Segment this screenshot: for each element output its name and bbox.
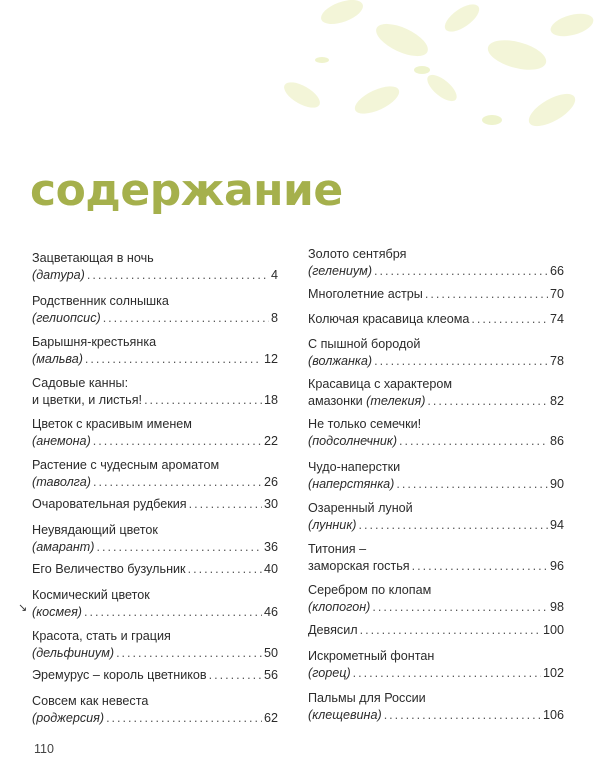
toc-entry-subtitle: (амарант) xyxy=(32,540,95,554)
toc-entry-page: 8 xyxy=(270,311,278,325)
leader-dots xyxy=(360,622,541,639)
leader-dots xyxy=(189,496,262,513)
toc-entry-title-line2: амазонки xyxy=(308,394,363,408)
leader-dots xyxy=(427,393,548,410)
toc-entry xyxy=(32,416,278,450)
toc-entry-title: Искрометный фонтан xyxy=(308,649,435,663)
toc-entry xyxy=(308,648,564,682)
toc-entry xyxy=(32,693,278,727)
toc-entry-subtitle: (мальва) xyxy=(32,352,83,366)
leader-dots xyxy=(384,707,541,724)
toc-entry-title: Растение с чудесным ароматом xyxy=(32,458,220,472)
toc-entry-page: 12 xyxy=(263,352,278,366)
leader-dots xyxy=(93,433,262,450)
toc-entry-subtitle: (лунник) xyxy=(308,518,357,532)
toc-entry-title: Совсем как невеста xyxy=(32,694,149,708)
toc-entry-title: Не только семечки! xyxy=(308,417,422,431)
leader-dots xyxy=(374,353,548,370)
toc-entry xyxy=(32,496,278,513)
toc-entry xyxy=(308,376,564,410)
toc-entry xyxy=(308,286,564,303)
leader-dots xyxy=(353,665,541,682)
toc-entry xyxy=(32,561,278,578)
leader-dots xyxy=(396,476,548,493)
toc-entry-page: 46 xyxy=(263,605,278,619)
toc-entry xyxy=(308,500,564,534)
leader-dots xyxy=(471,311,548,328)
toc-entry-page: 26 xyxy=(263,475,278,489)
leader-dots xyxy=(358,517,548,534)
toc-entry-page: 78 xyxy=(549,354,564,368)
toc-entry xyxy=(32,375,278,409)
toc-entry-title: Девясил xyxy=(308,623,358,637)
toc-entry-subtitle: (космея) xyxy=(32,605,82,619)
toc-entry xyxy=(308,541,564,575)
toc-entry-page: 100 xyxy=(542,623,564,637)
toc-entry xyxy=(32,667,278,684)
page-title: содержание xyxy=(30,165,343,216)
toc-entry-title: Садовые канны: xyxy=(32,376,129,390)
leader-dots xyxy=(93,474,262,491)
toc-entry-title: Цветок с красивым именем xyxy=(32,417,192,431)
toc-entry-page: 86 xyxy=(549,434,564,448)
toc-entry-page: 66 xyxy=(549,264,564,278)
toc-entry-subtitle: (волжанка) xyxy=(308,354,373,368)
toc-entry-title-line2: и цветки, и листья! xyxy=(32,393,143,407)
toc-entry-page: 70 xyxy=(549,287,564,301)
toc-entry xyxy=(308,311,564,328)
toc-entry-page: 18 xyxy=(263,393,278,407)
toc-entry xyxy=(308,416,564,450)
toc-entry-title: Серебром по клопам xyxy=(308,583,432,597)
toc-entry-subtitle: (наперстянка) xyxy=(308,477,395,491)
toc-entry-title: Чудо-наперстки xyxy=(308,460,401,474)
toc-entry xyxy=(308,336,564,370)
toc-entry-page: 30 xyxy=(263,497,278,511)
leader-dots xyxy=(209,667,262,684)
toc-entry-title: Колючая красавица клеома xyxy=(308,312,470,326)
toc-entry-page: 74 xyxy=(549,312,564,326)
leaf-decoration xyxy=(282,0,602,150)
toc-entry-title: Космический цветок xyxy=(32,588,150,602)
toc-entry-title: Эремурус – король цветников xyxy=(32,668,207,682)
toc-entry-page: 102 xyxy=(542,666,564,680)
toc-entry xyxy=(32,457,278,491)
leader-dots xyxy=(87,267,269,284)
toc-entry-title: Золото сентября xyxy=(308,247,407,261)
toc-entry-title: Красавица с характером xyxy=(308,377,452,391)
toc-entry-subtitle: (гелиопсис) xyxy=(32,311,101,325)
toc-entry-page: 4 xyxy=(270,268,278,282)
toc-entry xyxy=(308,582,564,616)
leader-dots xyxy=(85,351,262,368)
leader-dots xyxy=(425,286,548,303)
toc-entry-subtitle: (роджерсия) xyxy=(32,711,105,725)
toc-entry xyxy=(32,522,278,556)
toc-entry-page: 82 xyxy=(549,394,564,408)
toc-entry xyxy=(32,293,278,327)
toc-entry-title: Озаренный луной xyxy=(308,501,413,515)
leader-dots xyxy=(116,645,262,662)
leader-dots xyxy=(144,392,262,409)
toc-entry-subtitle: (подсолнечник) xyxy=(308,434,398,448)
leader-dots xyxy=(103,310,269,327)
toc-entry-page: 62 xyxy=(263,711,278,725)
toc-entry-title: Титония – xyxy=(308,542,367,556)
toc-entry-subtitle: (телекия) xyxy=(366,394,426,408)
toc-entry xyxy=(308,690,564,724)
toc-entry-title: Очаровательная рудбекия xyxy=(32,497,187,511)
toc-entry-page: 22 xyxy=(263,434,278,448)
toc-entry-subtitle: (гелениум) xyxy=(308,264,373,278)
toc-entry-subtitle: (датура) xyxy=(32,268,85,282)
toc-entry-title: Пальмы для России xyxy=(308,691,426,705)
leader-dots xyxy=(106,710,262,727)
leader-dots xyxy=(374,263,548,280)
toc-entry-page: 98 xyxy=(549,600,564,614)
toc-entry-title: Родственник солнышка xyxy=(32,294,169,308)
toc-entry-subtitle: (таволга) xyxy=(32,475,91,489)
toc-entry-title: Многолетние астры xyxy=(308,287,423,301)
margin-mark: ↘ xyxy=(18,602,28,614)
toc-entry-subtitle: (горец) xyxy=(308,666,351,680)
toc-entry-page: 56 xyxy=(263,668,278,682)
toc-entry-page: 94 xyxy=(549,518,564,532)
toc-entry-subtitle: (дельфиниум) xyxy=(32,646,115,660)
toc-entry-page: 50 xyxy=(263,646,278,660)
toc-entry xyxy=(308,459,564,493)
toc-entry-title: Красота, стать и грация xyxy=(32,629,171,643)
leader-dots xyxy=(84,604,262,621)
toc-entry xyxy=(32,334,278,368)
toc-entry-page: 36 xyxy=(263,540,278,554)
toc-entry xyxy=(32,628,278,662)
toc-entry-title: Зацветающая в ночь xyxy=(32,251,154,265)
toc-entry-title: Его Величество бузульник xyxy=(32,562,186,576)
toc-entry-title: Неувядающий цветок xyxy=(32,523,158,537)
toc-entry xyxy=(32,587,278,621)
leader-dots xyxy=(399,433,548,450)
page-number: 110 xyxy=(34,742,54,756)
toc-entry-page: 40 xyxy=(263,562,278,576)
toc-entry-title: С пышной бородой xyxy=(308,337,421,351)
toc-entry xyxy=(32,250,278,284)
toc-entry-page: 90 xyxy=(549,477,564,491)
toc-entry xyxy=(308,246,564,280)
toc-entry-subtitle: (анемона) xyxy=(32,434,91,448)
toc-entry-subtitle: (клопогон) xyxy=(308,600,371,614)
toc-entry-page: 106 xyxy=(542,708,564,722)
toc-entry-page: 96 xyxy=(549,559,564,573)
toc-entry-subtitle: (клещевина) xyxy=(308,708,382,722)
toc-entry-title-line2: заморская гостья xyxy=(308,559,410,573)
leader-dots xyxy=(372,599,548,616)
toc-entry-title: Барышня-крестьянка xyxy=(32,335,157,349)
toc-entry xyxy=(308,622,564,639)
leader-dots xyxy=(188,561,262,578)
leader-dots xyxy=(412,558,548,575)
leader-dots xyxy=(96,539,262,556)
